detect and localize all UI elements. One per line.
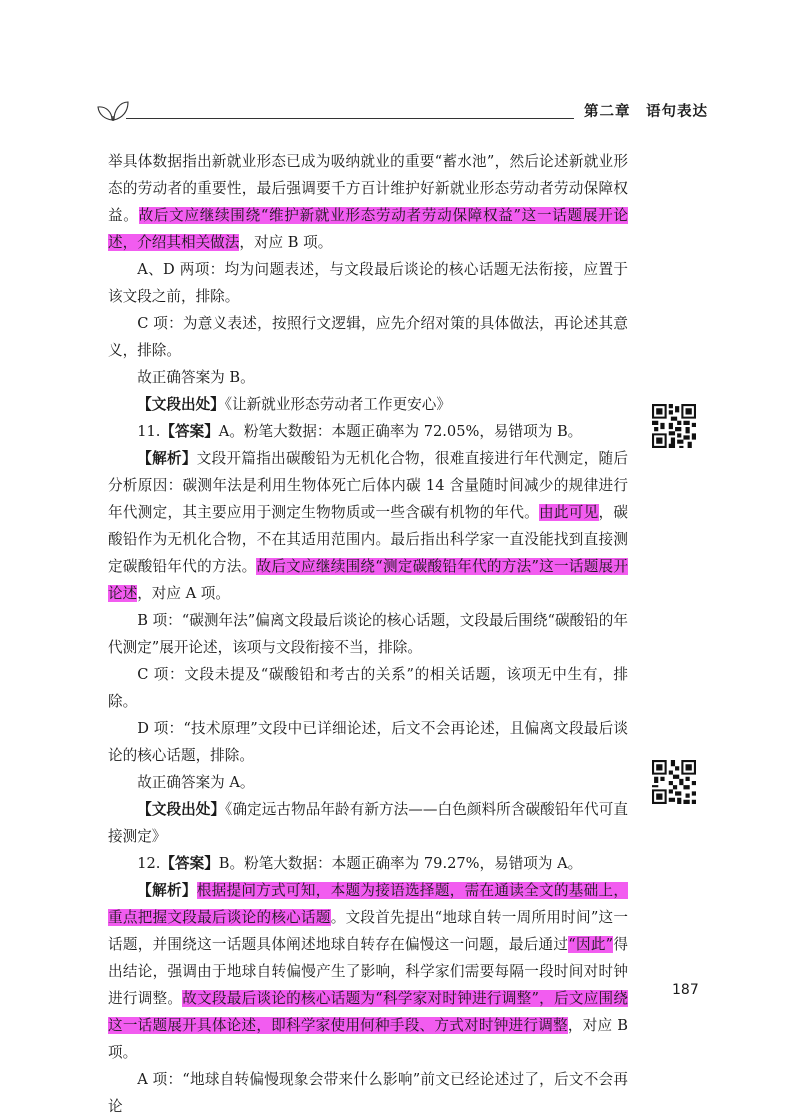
q10-option-c: C 项：为意义表述，按照行文逻辑，应先介绍对策的具体做法，再论述其意义，排除。	[108, 315, 628, 359]
q12-answer: 12.【答案】B。粉笔大数据：本题正确率为 79.27%，易错项为 A。	[137, 855, 583, 872]
q12-analysis: 【解析】根据提问方式可知，本题为接语选择题，需在通读全文的基础上，重点把握文段最后谈论的核心话题。文段首先提出“地球自转一周所用时间”这一话题，并围绕这一话题具体阐述地球自转存在偏慢这一问题，最后通过“因此”得出结论，强调由于地球自转偏慢产生了影响，科学家们需要每隔一段时间对时钟进行调整。故文段最后谈论的核心话题为“科学家对时钟进行调整”，后文应围绕这一话题展开具体论述，即科学家使用何种手段、方式对时钟进行调整，对应 B 项。	[108, 882, 628, 1061]
source-label: 【文段出处】	[137, 396, 225, 413]
q11-conclusion: 故正确答案为 A。	[137, 774, 255, 791]
qr-code-icon[interactable]	[652, 404, 696, 448]
page-number: 187	[672, 982, 699, 998]
q10-paragraph-1: 举具体数据指出新就业形态已成为吸纳就业的重要“蓄水池”，然后论述新就业形态的劳动者的重要性，最后强调要千方百计维护好新就业形态劳动者劳动保障权益。故后文应继续围绕“维护新就业形态劳动者劳动保障权益”这一话题展开论述，介绍其相关做法，对应 B 项。	[108, 153, 628, 251]
answer-label: 【答案】	[160, 855, 219, 872]
q10-source: 【文段出处】《让新就业形态劳动者工作更安心》	[137, 396, 451, 413]
highlight: 故文段最后谈论的核心话题为“科学家对时钟进行调整”，后文应围绕这一话题展开具体论述，即科学家使用何种手段、方式对时钟进行调整	[108, 990, 628, 1034]
qr-code-icon[interactable]	[652, 760, 696, 804]
q10-conclusion: 故正确答案为 B。	[137, 369, 255, 386]
source-label: 【文段出处】	[137, 801, 226, 818]
chapter-title: 第二章 语句表达	[574, 100, 708, 121]
answer-label: 【答案】	[160, 423, 219, 440]
q12-option-a: A 项：“地球自转偏慢现象会带来什么影响”前文已经论述过了，后文不会再论	[108, 1071, 628, 1115]
q11-option-d: D 项：“技术原理”文段中已详细论述，后文不会再论述，且偏离文段最后谈论的核心话题，排除。	[108, 720, 628, 764]
highlight: 故后文应继续围绕“测定碳酸铅年代的方法”这一话题展开论述	[108, 558, 628, 602]
q11-option-b: B 项：“碳测年法”偏离文段最后谈论的核心话题，文段最后围绕“碳酸铅的年代测定”展开论述，该项与文段衔接不当，排除。	[108, 612, 628, 656]
highlight: 根据提问方式可知，本题为接语选择题，需在通读全文的基础上，重点把握文段最后谈论的核心话题	[108, 882, 628, 926]
highlight: 故后文应继续围绕“维护新就业形态劳动者劳动保障权益”这一话题展开论述，介绍其相关做法	[108, 207, 628, 251]
q11-analysis: 【解析】文段开篇指出碳酸铅为无机化合物，很难直接进行年代测定，随后分析原因：碳测年法是利用生物体死亡后体内碳 14 含量随时间减少的规律进行年代测定，其主要应用于测定生物物质或一些含碳有机物的年代。由此可见，碳酸铅作为无机化合物，不在其适用范围内。最后指出科学家一直没能找到直接测定碳酸铅年代的方法。故后文应继续围绕“测定碳酸铅年代的方法”这一话题展开论述，对应 A 项。	[108, 450, 628, 602]
analysis-label: 【解析】	[137, 450, 197, 467]
page-content	[108, 148, 628, 1120]
highlight: 由此可见	[539, 504, 599, 521]
q10-option-ad: A、D 两项：均为问题表述，与文段最后谈论的核心话题无法衔接，应置于该文段之前，排除。	[108, 261, 628, 305]
q11-option-c: C 项：文段未提及“碳酸铅和考古的关系”的相关话题，该项无中生有，排除。	[108, 666, 628, 710]
q11-source: 【文段出处】《确定远古物品年龄有新方法——白色颜料所含碳酸铅年代可直接测定》	[108, 801, 628, 845]
sprout-leaf-icon	[96, 98, 130, 122]
analysis-label: 【解析】	[137, 882, 197, 899]
highlight: “因此”	[568, 936, 614, 953]
page-header	[96, 96, 708, 136]
q11-answer: 11.【答案】A。粉笔大数据：本题正确率为 72.05%，易错项为 B。	[137, 423, 583, 440]
